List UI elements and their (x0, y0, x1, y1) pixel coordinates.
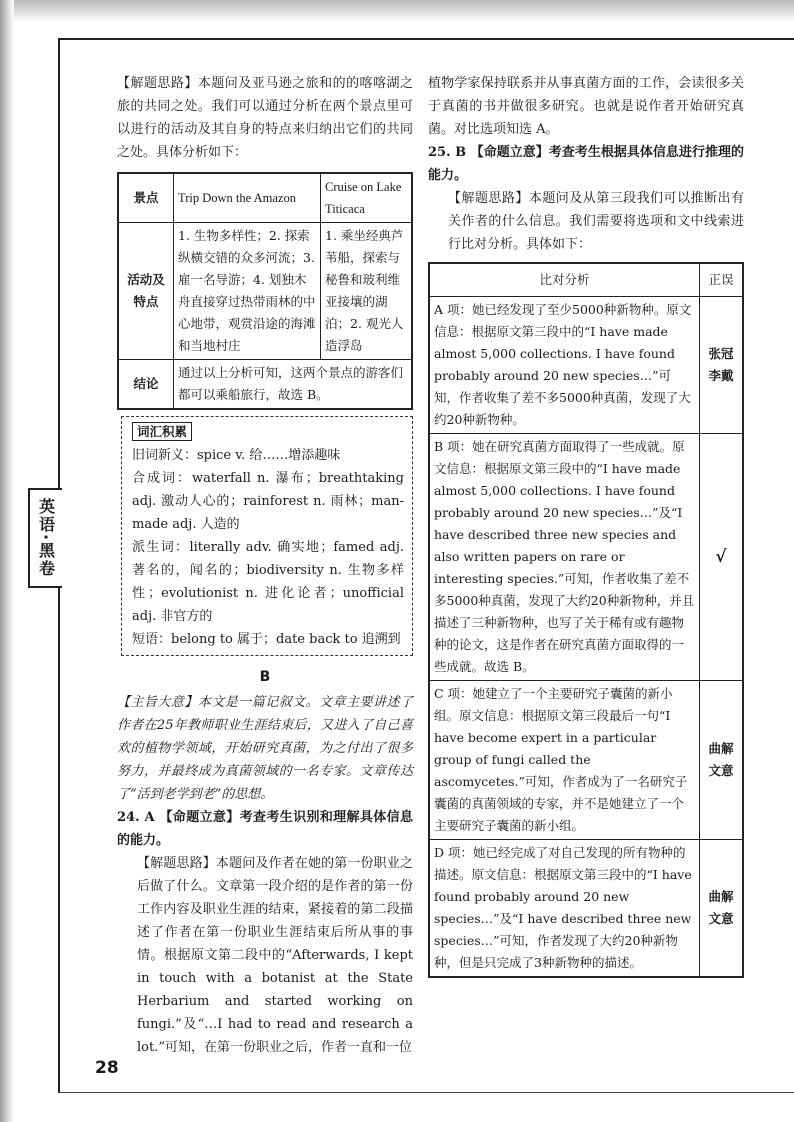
vocab-line-4: 短语：belong to 属于；date back to 追溯到 (132, 632, 401, 647)
table-activity-label: 活动及特点 (118, 223, 174, 360)
option-c-analysis: C 项：她建立了一个主要研究子囊菌的新小组。原文信息：根据原文第三段最后一句“I have become expert in a particular group of fungi called the ascomycetes.”可知，作者成为了一名研究子囊菌的真菌领域的专家，并不是她建立了一个主要研究子囊菌的新小组。 (429, 681, 700, 840)
option-b-check-mark: √ (700, 434, 744, 681)
vocabulary-box (121, 416, 413, 656)
option-a-judgement: 张冠李戴 (700, 297, 744, 434)
vocab-line-1: 旧词新义：spice v. 给……增添趣味 (132, 448, 341, 463)
judgement-table-header: 正误 (700, 263, 744, 297)
right-column (428, 72, 744, 978)
left-column (117, 72, 413, 1059)
question-25-heading: 25. B 【命题立意】考查考生根据具体信息进行推理的能力。 (428, 145, 744, 183)
table-activity-amazon: 1. 生物多样性；2. 探索纵横交错的众多河流；3. 雇一名导游；4. 划独木舟直接穿过热带雨林的中心地带，观赏沿途的海滩和当地村庄 (174, 223, 321, 360)
table-header-label: 景点 (118, 173, 174, 223)
table-activity-titicaca: 1. 乘坐经典芦苇船，探索与秘鲁和玻利维亚接壤的湖泊；2. 观光人造浮岛 (321, 223, 413, 360)
question-25-analysis: 【解题思路】本题问及从第三段我们可以推断出有关作者的什么信息。我们需要将选项和文中线索进行比对分析。具体如下： (448, 191, 744, 252)
option-a-analysis: A 项：她已经发现了至少5000种新物种。原文信息：根据原文第三段中的“I have made almost 5,000 collections. I have found probably around 20 new species…”可知，作者收集了差不多5000种真菌，发现了大约20种新物种。 (429, 297, 700, 434)
book-spine-shadow (0, 0, 14, 1122)
comparison-table (117, 172, 413, 410)
table-conclusion-text: 通过以上分析可知，这两个景点的游客们都可以乘船旅行，故选 B。 (174, 360, 413, 410)
analysis-paragraph-1: 【解题思路】本题问及亚马逊之旅和的的喀喀湖之旅的共同之处。我们可以通过分析在两个景点里可以进行的活动及其自身的特点来归纳出它们的共同之处。具体分析如下： (117, 76, 413, 160)
option-analysis-table (428, 262, 744, 978)
option-b-analysis: B 项：她在研究真菌方面取得了一些成就。原文信息：根据原文第三段中的“I have made almost 5,000 collections. I have found probably around 20 new species…”及“I have described three new species and also written papers on rare or interesting species.”可知，作者收集了差不多5000种真菌，发现了大约20种新物种，并且描述了三种新物种，也写了关于稀有或有趣物种的论文，这是作者在研究真菌方面取得的一些成就。故选 B。 (429, 434, 700, 681)
option-c-judgement: 曲解文意 (700, 681, 744, 840)
vocab-line-3: 派生词：literally adv. 确实地；famed adj. 著名的，闻名的；biodiversity n. 生物多样性；evolutionist n. 进化论者；unofficial adj. 非官方的 (132, 540, 404, 624)
vocab-line-2: 合成词：waterfall n. 瀑布；breathtaking adj. 激动人心的；rainforest n. 雨林；man-made adj. 人造的 (132, 471, 404, 532)
question-24-heading: 24. A 【命题立意】考查考生识别和理解具体信息的能力。 (117, 810, 413, 848)
question-24-analysis: 【解题思路】本题问及作者在她的第一份职业之后做了什么。文章第一段介绍的是作者的第一份工作内容及职业生涯的结束，紧接着的第二段描述了作者在第一份职业生涯结束后所从事的事情。根据原文第二段中的“Afterwards, I kept in touch with a botanist at the State Herbarium and started working on fungi.”及“…I had to read and research a lot.”可知，在第一份职业之后，作者一直和一位 (137, 856, 413, 1055)
table-header-titicaca: Cruise on Lake Titicaca (321, 173, 413, 223)
scan-top-shadow (14, 0, 794, 22)
page-number: 28 (95, 1058, 119, 1078)
question-24-continued: 植物学家保持联系并从事真菌方面的工作，会读很多关于真菌的书并做很多研究。也就是说作者开始研究真菌。对比选项知选 A。 (428, 76, 744, 137)
table-conclusion-label: 结论 (118, 360, 174, 410)
side-tab (28, 488, 62, 588)
vocabulary-title: 词汇积累 (132, 422, 192, 441)
section-heading: B (259, 669, 271, 685)
option-d-judgement: 曲解文意 (700, 840, 744, 978)
option-d-analysis: D 项：她已经完成了对自己发现的所有物种的描述。原文信息：根据原文第三段中的“I have found probably around 20 new species…”及“I have described three new species…”可知，作者发现了大约20种新物种，但是只完成了3种新物种的描述。 (429, 840, 700, 978)
analysis-table-header: 比对分析 (429, 263, 700, 297)
side-tab-label: 英语·黑卷 (36, 497, 56, 579)
main-idea-paragraph: 【主旨大意】本文是一篇记叙文。文章主要讲述了作者在25年教师职业生涯结束后，又进入了自己喜欢的植物学领域，开始研究真菌，为之付出了很多努力，并最终成为真菌领域的一名专家。文章传达了“活到老学到老”的思想。 (117, 695, 413, 802)
table-header-amazon: Trip Down the Amazon (174, 173, 321, 223)
